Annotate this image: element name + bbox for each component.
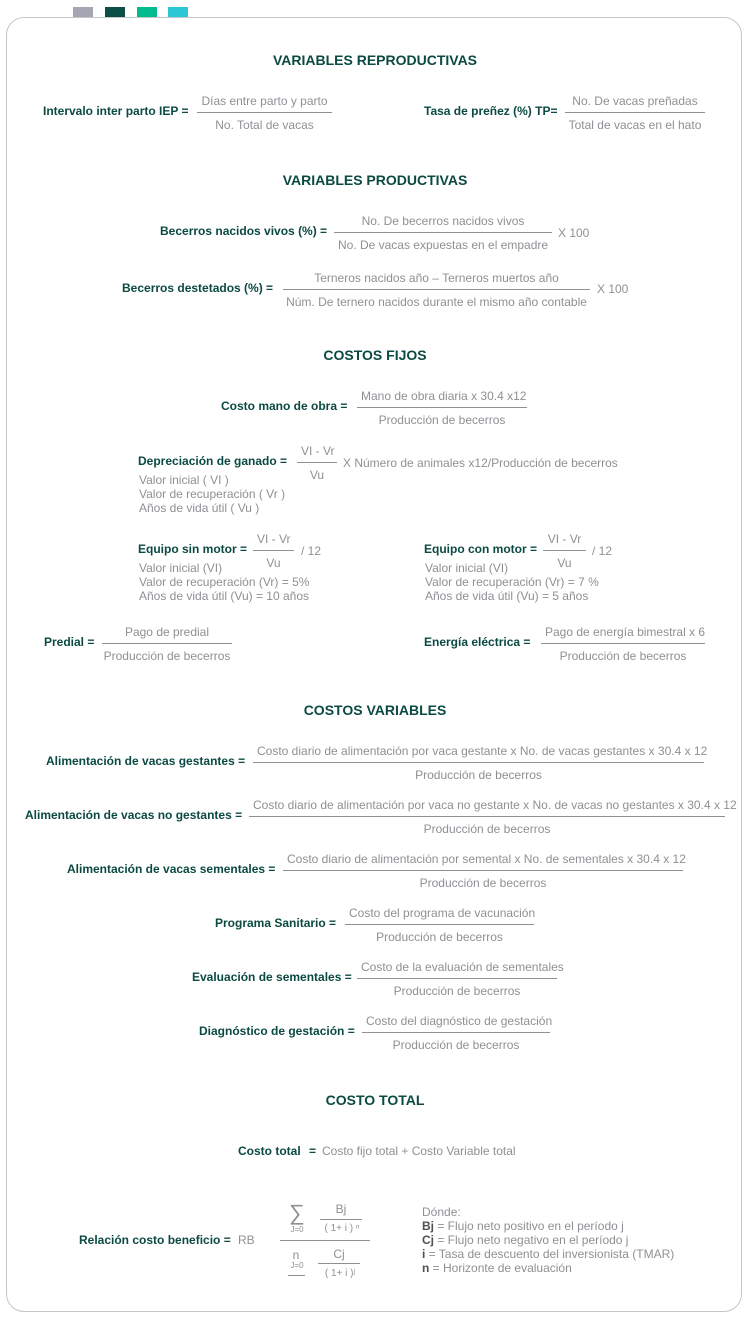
dg-fraction — [362, 1014, 553, 1052]
esm-numerator: VI - Vr — [253, 532, 294, 551]
formulas-card — [6, 17, 742, 1312]
es-denominator: Producción de becerros — [393, 984, 521, 998]
ps-numerator: Costo del programa de vacunación — [345, 906, 534, 925]
ps-label: Programa Sanitario = — [215, 916, 337, 930]
ecm-glossary-item: Valor de recuperación (Vr) = 7 % — [425, 575, 599, 589]
esm-multiplier: / 12 — [301, 544, 322, 558]
bnv-multiplier: X 100 — [558, 226, 590, 240]
bnv-label: Becerros nacidos vivos (%) = — [160, 224, 328, 238]
bd-fraction — [283, 271, 590, 309]
avng-fraction — [249, 798, 737, 836]
dep-label: Depreciación de ganado = — [138, 454, 288, 468]
bnv-fraction — [334, 214, 552, 252]
def-bj — [422, 1219, 674, 1233]
bj-fraction-line — [320, 1219, 362, 1220]
def-text: = Horizonte de evaluación — [429, 1261, 572, 1275]
def-text: = Flujo neto negativo en el período j — [434, 1233, 629, 1247]
avg-numerator: Costo diario de alimentación por vaca gestante x No. de vacas gestantes x 30.4 x 12 — [253, 744, 704, 763]
cj-numerator: Cj — [333, 1247, 345, 1261]
ecm-glossary-item: Valor inicial (VI) — [425, 561, 509, 575]
rcb-rb: RB — [238, 1233, 255, 1247]
ct-value: Costo fijo total + Costo Variable total — [322, 1144, 516, 1158]
iep-fraction — [197, 94, 332, 132]
dg-denominator: Producción de becerros — [392, 1038, 520, 1052]
ps-fraction — [345, 906, 534, 944]
dep-glossary-item: Valor inicial ( VI ) — [139, 473, 229, 487]
sum-upper-index: n — [292, 1248, 300, 1262]
cmo-numerator: Mano de obra diaria x 30.4 x12 — [357, 389, 527, 408]
section-title-total: COSTO TOTAL — [325, 1092, 425, 1108]
section-title-variables: COSTOS VARIABLES — [303, 702, 447, 718]
dep-numerator: VI - Vr — [297, 444, 337, 463]
es-label: Evaluación de sementales = — [192, 970, 352, 984]
dep-fraction — [297, 444, 337, 482]
def-term: n — [422, 1261, 430, 1275]
esm-glossary — [139, 561, 309, 603]
cj-denominator: ( 1+ i )ʲ — [324, 1268, 356, 1279]
cmo-fraction — [357, 389, 527, 427]
def-cj — [422, 1233, 674, 1247]
energia-fraction — [541, 625, 705, 663]
def-term: i — [422, 1247, 426, 1261]
section-title-fijos: COSTOS FIJOS — [323, 347, 427, 363]
sum-bar — [288, 1275, 305, 1276]
cmo-label: Costo mano de obra = — [221, 399, 348, 413]
iep-numerator: Días entre parto y parto — [197, 94, 332, 113]
bj-numerator: Bj — [335, 1202, 347, 1216]
avs-denominator: Producción de becerros — [419, 876, 547, 890]
cmo-denominator: Producción de becerros — [378, 413, 506, 427]
ps-denominator: Producción de becerros — [376, 930, 503, 944]
predial-numerator: Pago de predial — [102, 625, 232, 644]
ecm-glossary — [425, 561, 599, 603]
ecm-denominator: Vu — [557, 556, 572, 570]
cj-fraction-line — [318, 1263, 360, 1264]
ecm-multiplier: / 12 — [592, 544, 613, 558]
ecm-numerator: VI - Vr — [543, 532, 586, 551]
esm-glossary-item: Valor inicial (VI) — [139, 561, 223, 575]
bd-label: Becerros destetados (%) = — [122, 281, 274, 295]
section-title-reproductivas: VARIABLES REPRODUCTIVAS — [272, 52, 478, 68]
avs-label: Alimentación de vacas sementales = — [67, 862, 276, 876]
avng-numerator: Costo diario de alimentación por vaca no gestante x No. de vacas no gestantes x 30.4 x 12 — [249, 798, 725, 817]
predial-label: Predial = — [44, 635, 95, 649]
avg-denominator: Producción de becerros — [415, 768, 542, 782]
def-text: = Flujo neto positivo en el período j — [434, 1219, 624, 1233]
sum-lower-index: J=0 — [290, 1225, 304, 1234]
esm-glossary-item: Años de vida útil (Vu) = 10 años — [139, 589, 309, 603]
predial-denominator: Producción de becerros — [103, 649, 231, 663]
avng-label: Alimentación de vacas no gestantes = — [25, 808, 243, 822]
avng-denominator: Producción de becerros — [423, 822, 551, 836]
donde-label: Dónde: — [422, 1205, 461, 1219]
bd-multiplier: X 100 — [597, 282, 629, 296]
ecm-glossary-item: Años de vida útil (Vu) = 5 años — [425, 589, 589, 603]
esm-glossary-item: Valor de recuperación (Vr) = 5% — [139, 575, 310, 589]
dg-numerator: Costo del diagnóstico de gestación — [362, 1014, 550, 1033]
esm-label: Equipo sin motor = — [138, 542, 248, 556]
es-fraction — [357, 960, 564, 998]
energia-label: Energía eléctrica = — [424, 635, 531, 649]
rcb-main-fraction-line — [280, 1240, 370, 1241]
predial-fraction — [102, 625, 232, 663]
dg-label: Diagnóstico de gestación = — [199, 1024, 355, 1038]
ecm-label: Equipo con motor = — [424, 542, 537, 556]
bnv-denominator: No. De vacas expuestas en el empadre — [337, 238, 549, 252]
avg-label: Alimentación de vacas gestantes = — [46, 754, 246, 768]
dep-multiplier: X Número de animales x12/Producción de becerros — [343, 456, 618, 470]
def-term: Bj — [422, 1219, 434, 1233]
bnv-numerator: No. De becerros nacidos vivos — [334, 214, 552, 233]
def-n — [422, 1261, 674, 1275]
energia-denominator: Producción de becerros — [559, 649, 687, 663]
es-numerator: Costo de la evaluación de sementales — [357, 960, 557, 979]
dep-glossary-item: Años de vida útil ( Vu ) — [139, 501, 260, 515]
ct-label: Costo total — [238, 1144, 301, 1158]
def-text: = Tasa de descuento del inversionista (TMAR) — [425, 1247, 675, 1261]
avs-numerator: Costo diario de alimentación por semental x No. de sementales x 30.4 x 12 — [283, 852, 683, 871]
tp-numerator: No. De vacas preñadas — [565, 94, 705, 113]
ct-equals: = — [309, 1144, 317, 1158]
dep-glossary — [139, 473, 285, 515]
sum-lower-index-2: J=0 — [290, 1261, 304, 1270]
dep-denominator: Vu — [309, 468, 325, 482]
tp-label: Tasa de preñez (%) TP= — [424, 104, 558, 118]
def-i — [422, 1247, 674, 1261]
sigma-symbol: ∑ — [289, 1200, 305, 1225]
avg-fraction — [253, 744, 708, 782]
bd-denominator: Núm. De ternero nacidos durante el mismo año contable — [286, 295, 587, 309]
def-term: Cj — [422, 1233, 434, 1247]
bd-numerator: Terneros nacidos año – Terneros muertos año — [283, 271, 590, 290]
iep-label: Intervalo inter parto IEP = — [43, 104, 189, 118]
esm-denominator: Vu — [266, 556, 281, 570]
rcb-glossary — [422, 1205, 674, 1275]
rcb-label: Relación costo beneficio = — [79, 1233, 231, 1247]
avs-fraction — [283, 852, 686, 890]
section-title-productivas: VARIABLES PRODUCTIVAS — [282, 172, 468, 188]
tp-fraction — [565, 94, 705, 132]
bj-denominator: ( 1+ i ) ⁿ — [324, 1223, 360, 1234]
tp-denominator: Total de vacas en el hato — [568, 118, 702, 132]
energia-numerator: Pago de energía bimestral x 6 — [541, 625, 705, 644]
dep-glossary-item: Valor de recuperación ( Vr ) — [139, 487, 286, 501]
iep-denominator: No. Total de vacas — [215, 118, 314, 132]
